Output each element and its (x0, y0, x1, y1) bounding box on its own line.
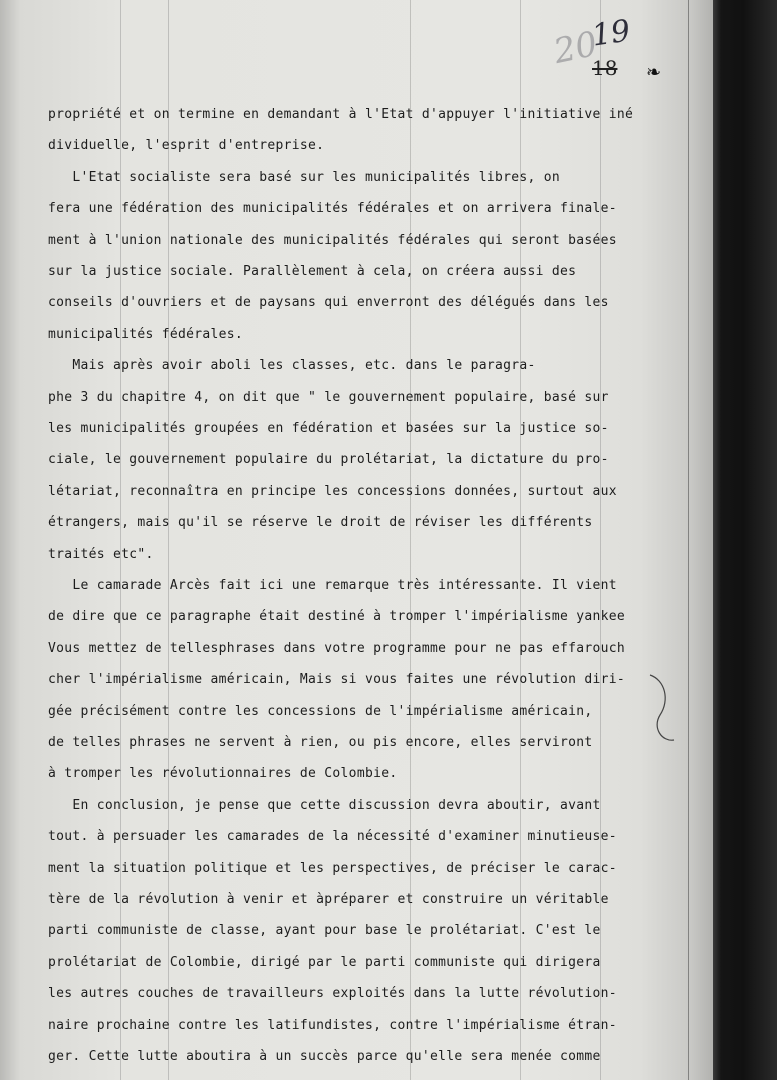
text-line: Mais après avoir aboli les classes, etc. dans le paragra- (48, 358, 536, 374)
text-line: naire prochaine contre les latifundistes, contre l'impérialisme étran- (48, 1017, 617, 1033)
ink-mark: ❧ (646, 62, 662, 83)
text-line: sur la justice sociale. Parallèlement à cela, on créera aussi des (48, 264, 577, 279)
scanner-edge (713, 0, 777, 1080)
text-line: à tromper les révolutionnaires de Colombie. (48, 766, 398, 782)
text-line: les municipalités groupées en fédération et basées sur la justice so- (48, 421, 609, 436)
text-line: municipalités fédérales. (48, 326, 244, 342)
text-line: ciale, le gouvernement populaire du prolétariat, la dictature du pro- (48, 452, 609, 468)
text-line: En conclusion, je pense que cette discussion devra aboutir, avant (48, 797, 601, 813)
text-line: Vous mettez de tellesphrases dans votre programme pour ne pas effarouch (48, 640, 625, 656)
text-line: cher l'impérialisme américain, Mais si vous faites une révolution diri- (48, 672, 625, 688)
text-line: prolétariat de Colombie, dirigé par le parti communiste qui dirigera (48, 954, 601, 970)
text-line: fera une fédération des municipalités fédérales et on arrivera finale- (48, 201, 617, 217)
text-line: tère de la révolution à venir et àpréparer et construire un véritable (48, 892, 609, 907)
text-line: phe 3 du chapitre 4, on dit que " le gouvernement populaire, basé sur (48, 389, 609, 405)
text-line: tout. à persuader les camarades de la nécessité d'examiner minutieuse- (48, 829, 617, 845)
text-line: L'Etat socialiste sera basé sur les municipalités libres, on (48, 169, 560, 185)
page-number-annotation (548, 14, 668, 94)
text-line: ger. Cette lutte aboutira à un succès parce qu'elle sera menée comme (48, 1049, 601, 1064)
text-line: étrangers, mais qu'il se réserve le droit de réviser les différents (48, 515, 593, 531)
page-number: 19 (589, 13, 633, 54)
text-line: de dire que ce paragraphe était destiné à tromper l'impérialisme yankee (48, 609, 625, 625)
struck-number: 18 (592, 56, 618, 80)
text-line: conseils d'ouvriers et de paysans qui enverront des délégués dans les (48, 295, 609, 311)
text-line: les autres couches de travailleurs exploités dans la lutte révolution- (48, 986, 617, 1002)
text-line: ment à l'union nationale des municipalités fédérales qui seront basées (48, 232, 617, 248)
text-line: parti communiste de classe, ayant pour base le prolétariat. C'est le (48, 923, 601, 939)
pen-scribble (640, 670, 680, 750)
text-line: de telles phrases ne servent à rien, ou pis encore, elles serviront (48, 735, 593, 750)
text-line: propriété et on termine en demandant à l'Etat d'appuyer l'initiative iné (48, 107, 634, 122)
text-line: gée précisément contre les concessions de l'impérialisme américain, (48, 703, 593, 719)
text-line: traités etc". (48, 546, 154, 562)
faint-number: 20 (550, 23, 601, 73)
text-line: ment la situation politique et les perspectives, de préciser le carac- (48, 860, 617, 876)
text-line: Le camarade Arcès fait ici une remarque très intéressante. Il vient (48, 578, 617, 593)
text-line: dividuelle, l'esprit d'entreprise. (48, 138, 325, 154)
text-line: létariat, reconnaîtra en principe les concessions données, surtout aux (48, 483, 617, 499)
